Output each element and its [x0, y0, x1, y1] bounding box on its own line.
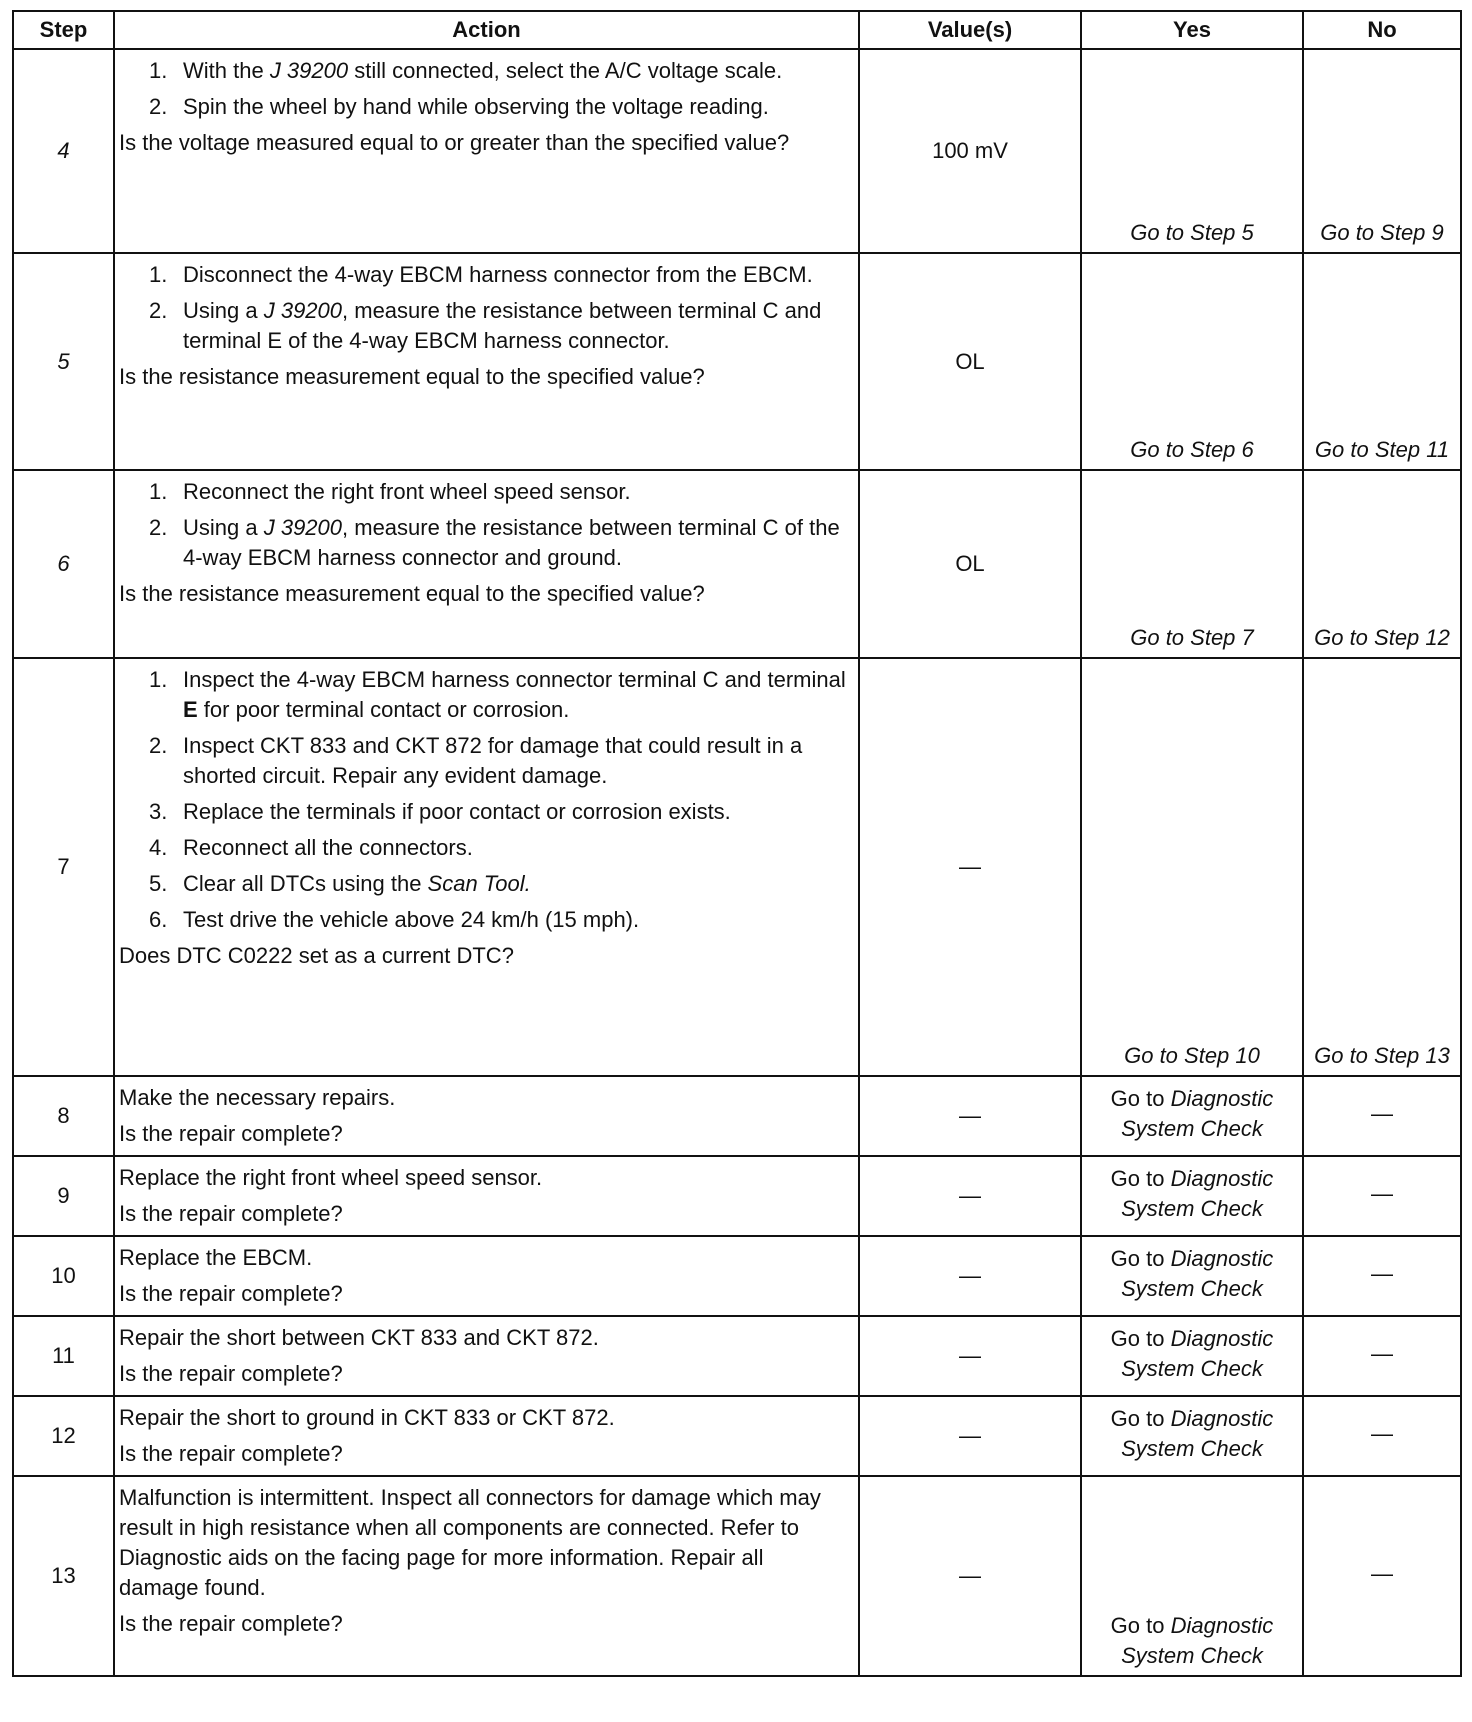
- yes-cell: [1081, 1316, 1303, 1396]
- value-cell: —: [859, 1476, 1081, 1676]
- no-cell: —: [1303, 1396, 1461, 1476]
- no-cell: —: [1303, 1476, 1461, 1676]
- value-cell: —: [859, 1316, 1081, 1396]
- table-row-step-4: [13, 49, 1461, 253]
- list-item: 6. Test drive the vehicle above 24 km/h (15 mph).: [149, 907, 640, 932]
- yes-cell: [1081, 1236, 1303, 1316]
- step-number: 7: [13, 658, 114, 1076]
- header-step: Step: [13, 11, 114, 49]
- value-cell: OL: [859, 470, 1081, 658]
- yes-link[interactable]: Go to Diagnostic System Check: [1110, 1246, 1274, 1301]
- action-cell: [114, 1396, 859, 1476]
- table-row-step-5: [13, 253, 1461, 470]
- value-cell: OL: [859, 253, 1081, 470]
- step-number: 10: [13, 1236, 114, 1316]
- value-cell: —: [859, 1396, 1081, 1476]
- action-text: Replace the right front wheel speed sensor.: [119, 1165, 543, 1190]
- no-cell: —: [1303, 1076, 1461, 1156]
- yes-link[interactable]: Go to Diagnostic System Check: [1110, 1166, 1274, 1221]
- question-text: Is the repair complete?: [119, 1121, 343, 1146]
- step-number: 4: [13, 49, 114, 253]
- value-cell: —: [859, 1076, 1081, 1156]
- action-list: [119, 665, 848, 935]
- no-cell: —: [1303, 1236, 1461, 1316]
- list-item: 1. Reconnect the right front wheel speed sensor.: [149, 479, 631, 504]
- table-row-step-6: [13, 470, 1461, 658]
- list-item: 1. With the J 39200 still connected, select the A/C voltage scale.: [149, 58, 783, 83]
- table-row-step-10: [13, 1236, 1461, 1316]
- yes-cell: [1081, 470, 1303, 658]
- action-cell: [114, 470, 859, 658]
- yes-cell: [1081, 1396, 1303, 1476]
- step-number: 11: [13, 1316, 114, 1396]
- question-text: Does DTC C0222 set as a current DTC?: [119, 943, 514, 968]
- table-row-step-12: [13, 1396, 1461, 1476]
- list-item: 1. Disconnect the 4-way EBCM harness connector from the EBCM.: [149, 262, 813, 287]
- yes-cell: [1081, 658, 1303, 1076]
- step-number: 13: [13, 1476, 114, 1676]
- action-cell: [114, 1236, 859, 1316]
- action-text: Repair the short to ground in CKT 833 or CKT 872.: [119, 1405, 615, 1430]
- action-text: Make the necessary repairs.: [119, 1085, 396, 1110]
- no-link[interactable]: Go to Step 12: [1314, 625, 1450, 650]
- value-cell: —: [859, 658, 1081, 1076]
- question-text: Is the repair complete?: [119, 1441, 343, 1466]
- question-text: Is the repair complete?: [119, 1361, 343, 1386]
- table-row-step-13: [13, 1476, 1461, 1676]
- header-action: Action: [114, 11, 859, 49]
- list-item: 2. Using a J 39200, measure the resistance between terminal C and terminal E of the 4-way EBCM harness connector.: [149, 298, 822, 353]
- no-link[interactable]: Go to Step 13: [1314, 1043, 1450, 1068]
- list-item: 1. Inspect the 4-way EBCM harness connector terminal C and terminal E for poor terminal contact or corrosion.: [149, 667, 846, 722]
- question-text: Is the repair complete?: [119, 1281, 343, 1306]
- step-number: 9: [13, 1156, 114, 1236]
- action-text: Malfunction is intermittent. Inspect all connectors for damage which may result in high resistance when all components are connected. Refer to Diagnostic aids on the facing page for more information. Repair all damage found.: [119, 1485, 821, 1600]
- action-cell: [114, 658, 859, 1076]
- no-cell: [1303, 49, 1461, 253]
- question-text: Is the repair complete?: [119, 1201, 343, 1226]
- value-cell: —: [859, 1156, 1081, 1236]
- table-row-step-9: [13, 1156, 1461, 1236]
- action-text: Replace the EBCM.: [119, 1245, 313, 1270]
- header-yes: Yes: [1081, 11, 1303, 49]
- yes-cell: [1081, 253, 1303, 470]
- yes-cell: [1081, 1076, 1303, 1156]
- list-item: 2. Spin the wheel by hand while observing the voltage reading.: [149, 94, 769, 119]
- step-number: 12: [13, 1396, 114, 1476]
- question-text: Is the repair complete?: [119, 1611, 343, 1636]
- no-cell: —: [1303, 1316, 1461, 1396]
- yes-link[interactable]: Go to Diagnostic System Check: [1110, 1086, 1274, 1141]
- list-item: 2. Using a J 39200, measure the resistance between terminal C of the 4-way EBCM harness connector and ground.: [149, 515, 840, 570]
- step-number: 6: [13, 470, 114, 658]
- list-item: 5. Clear all DTCs using the Scan Tool.: [149, 871, 531, 896]
- yes-link[interactable]: Go to Step 10: [1124, 1043, 1260, 1068]
- value-cell: 100 mV: [859, 49, 1081, 253]
- action-list: [119, 260, 848, 356]
- action-list: [119, 477, 848, 573]
- diagnostic-table: [12, 10, 1462, 1677]
- action-cell: [114, 253, 859, 470]
- no-cell: [1303, 470, 1461, 658]
- no-cell: [1303, 253, 1461, 470]
- no-link[interactable]: Go to Step 11: [1314, 437, 1450, 462]
- question-text: Is the resistance measurement equal to the specified value?: [119, 581, 705, 606]
- action-cell: [114, 1316, 859, 1396]
- step-number: 5: [13, 253, 114, 470]
- question-text: Is the voltage measured equal to or greater than the specified value?: [119, 130, 790, 155]
- yes-cell: [1081, 1156, 1303, 1236]
- no-cell: [1303, 658, 1461, 1076]
- question-text: Is the resistance measurement equal to the specified value?: [119, 364, 705, 389]
- no-link[interactable]: Go to Step 9: [1320, 220, 1444, 245]
- list-item: 2. Inspect CKT 833 and CKT 872 for damage that could result in a shorted circuit. Repair any evident damage.: [149, 733, 803, 788]
- table-row-step-8: [13, 1076, 1461, 1156]
- yes-link[interactable]: Go to Step 7: [1130, 625, 1254, 650]
- yes-cell: [1081, 49, 1303, 253]
- yes-link[interactable]: Go to Diagnostic System Check: [1110, 1406, 1274, 1461]
- header-no: No: [1303, 11, 1461, 49]
- list-item: 3. Replace the terminals if poor contact or corrosion exists.: [149, 799, 731, 824]
- table-row-step-7: [13, 658, 1461, 1076]
- table-row-step-11: [13, 1316, 1461, 1396]
- step-number: 8: [13, 1076, 114, 1156]
- action-cell: [114, 49, 859, 253]
- action-cell: [114, 1156, 859, 1236]
- action-cell: [114, 1076, 859, 1156]
- action-list: [119, 56, 848, 122]
- action-text: Repair the short between CKT 833 and CKT 872.: [119, 1325, 599, 1350]
- yes-link[interactable]: Go to Step 5: [1130, 220, 1254, 245]
- no-cell: —: [1303, 1156, 1461, 1236]
- yes-link[interactable]: Go to Diagnostic System Check: [1110, 1326, 1274, 1381]
- yes-link[interactable]: Go to Step 6: [1130, 437, 1254, 462]
- value-cell: —: [859, 1236, 1081, 1316]
- action-cell: [114, 1476, 859, 1676]
- yes-link[interactable]: Go to Diagnostic System Check: [1110, 1613, 1274, 1668]
- header-row: [13, 11, 1461, 49]
- yes-cell: [1081, 1476, 1303, 1676]
- list-item: 4. Reconnect all the connectors.: [149, 835, 473, 860]
- header-values: Value(s): [859, 11, 1081, 49]
